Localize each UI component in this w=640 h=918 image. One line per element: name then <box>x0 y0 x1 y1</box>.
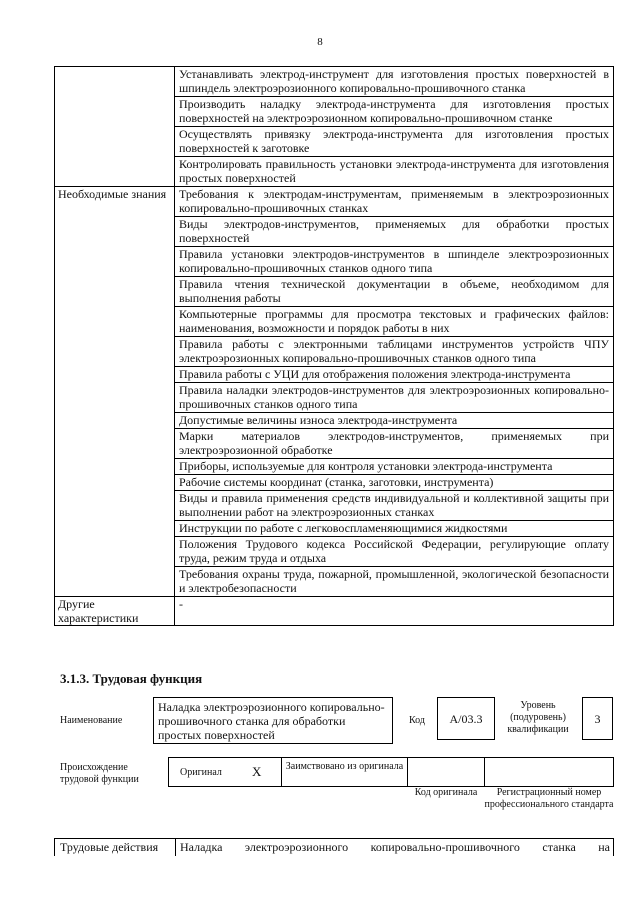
row-item: Виды электродов-инструментов, применяемых для обработки простых поверхностей <box>175 217 614 247</box>
section-title: 3.1.3. Трудовая функция <box>60 671 203 686</box>
code-box <box>437 697 495 740</box>
function-name: Наладка электроэрозионного копировально-прошивочного станка для обработки простых поверхностей <box>158 700 385 742</box>
row-item: Рабочие системы координат (станка, заготовки, инструмента) <box>175 475 614 491</box>
function-name-box <box>153 697 393 744</box>
row-item: Положения Трудового кодекса Российской Федерации, регулирующие оплату труда, режим труда и отдыха <box>175 537 614 567</box>
row-item: Правила чтения технической документации в объеме, необходимом для выполнения работы <box>175 277 614 307</box>
row-item: - <box>175 597 614 626</box>
row-item: Производить наладку электрода-инструмента для изготовления простых поверхностей на электроэрозионном копировально-прошивочном станке <box>175 97 614 127</box>
actions-first-item: Наладка электроэрозионного копировально-прошивочного станка на <box>180 840 610 854</box>
row-item: Правила работы с электронными таблицами инструментов устройств ЧПУ электроэрозионных копировально-прошивочных станков одного типа <box>175 337 614 367</box>
name-label: Наименование <box>60 715 123 726</box>
other-row <box>55 597 614 626</box>
code-original-cell <box>407 757 485 787</box>
origin-label: Происхождение трудовой функции <box>60 762 139 785</box>
row-item: Требования к электродам-инструментам, применяемым в электроэрозионных копировально-прошивочных станках <box>175 187 614 217</box>
reg-number-cell <box>484 757 614 787</box>
row-item: Виды и правила применения средств индивидуальной и коллективной защиты при выполнении работ на электроэрозионных станках <box>175 491 614 521</box>
actions-label: Трудовые действия <box>60 840 159 854</box>
row-label: Необходимые знания <box>55 187 175 597</box>
row-label: Другие характеристики <box>55 597 175 626</box>
row-item: Компьютерные программы для просмотра текстовых и графических файлов: наименования, возможности и порядок работы в них <box>175 307 614 337</box>
row-item: Марки материалов электродов-инструментов, применяемых при электроэрозионной обработке <box>175 429 614 459</box>
row-item: Правила наладки электродов-инструментов для электроэрозионных копировально-прошивочных станков одного типа <box>175 383 614 413</box>
borrowed-label: Заимствовано из оригинала <box>285 761 404 772</box>
original-mark: X <box>252 764 262 779</box>
row-item: Осуществлять привязку электрода-инструмента для изготовления простых поверхностей к заготовке <box>175 127 614 157</box>
code-label: Код <box>409 715 425 726</box>
competency-table <box>54 66 614 626</box>
code-value: A/03.3 <box>449 712 483 726</box>
original-label: Оригинал <box>180 767 222 778</box>
row-label <box>55 67 175 187</box>
row-item: Требования охраны труда, пожарной, промышленной, экологической безопасности и электробезопасности <box>175 567 614 597</box>
level-label: Уровень (подуровень) квалификации <box>507 700 569 735</box>
page-number: 8 <box>317 36 323 48</box>
row-item: Правила работы с УЦИ для отображения положения электрода-инструмента <box>175 367 614 383</box>
row-item: Правила установки электродов-инструментов в шпинделе электроэрозионных копировально-прошивочных станков одного типа <box>175 247 614 277</box>
row-item: Инструкции по работе с легковоспламеняющимися жидкостями <box>175 521 614 537</box>
code-original-label: Код оригинала <box>414 787 478 798</box>
knowledge-row <box>55 187 614 217</box>
row-item: Устанавливать электрод-инструмент для изготовления простых поверхностей в шпиндель электроэрозионного копировально-прошивочного станка <box>175 67 614 97</box>
reg-number-label: Регистрационный номер профессионального стандарта <box>484 787 614 810</box>
level-box <box>582 697 613 740</box>
row-item: Контролировать правильность установки электрода-инструмента для изготовления простых поверхностей <box>175 157 614 187</box>
row-item: Приборы, используемые для контроля установки электрода-инструмента <box>175 459 614 475</box>
skill-row <box>55 67 614 97</box>
row-item: Допустимые величины износа электрода-инструмента <box>175 413 614 429</box>
level-value: 3 <box>594 712 601 726</box>
